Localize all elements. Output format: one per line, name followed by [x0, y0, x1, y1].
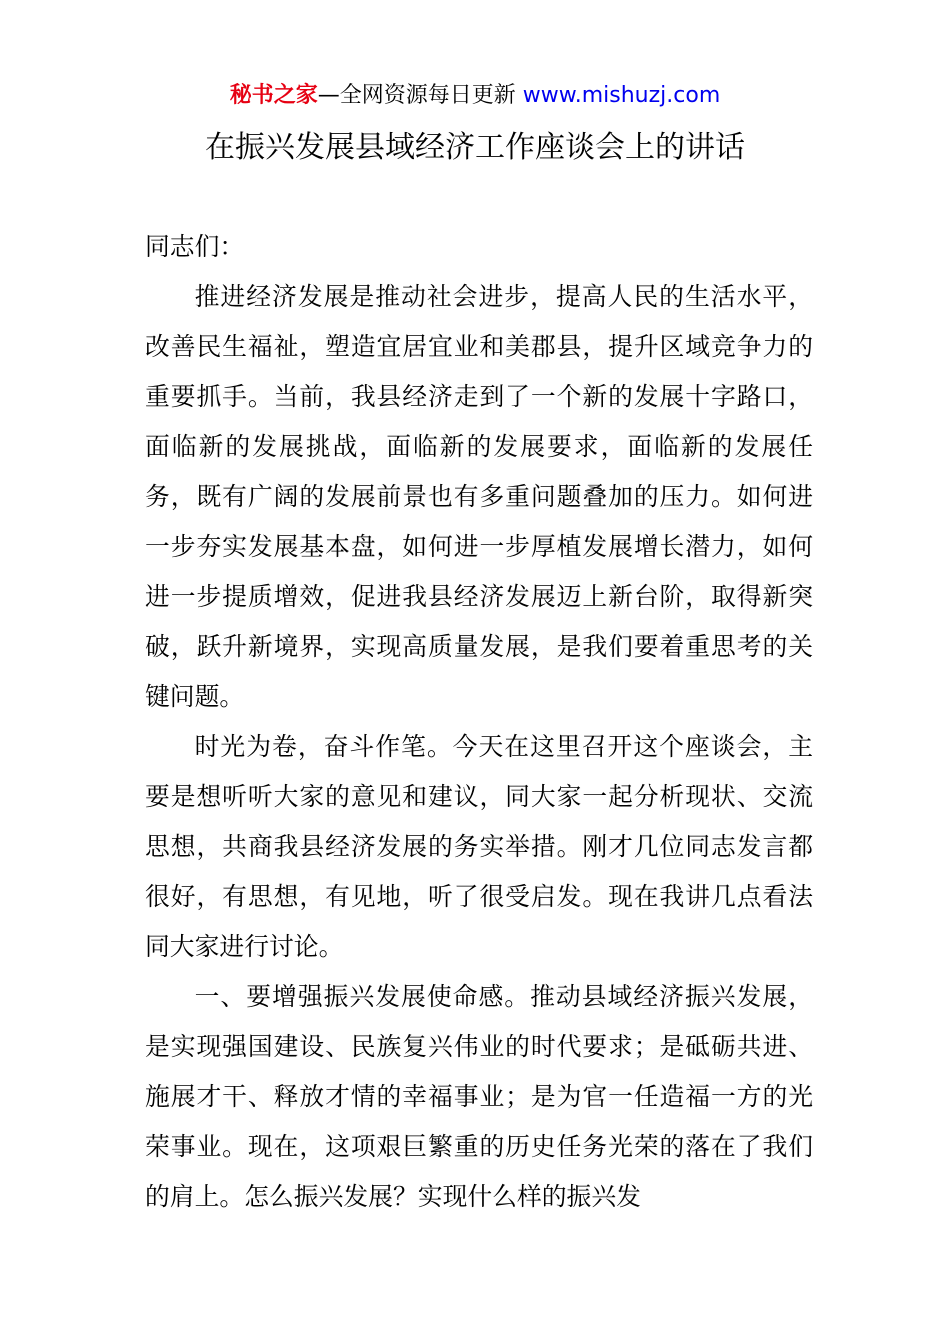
site-tagline: —全网资源每日更新 [317, 83, 516, 108]
document-title: 在振兴发展县域经济工作座谈会上的讲话 [205, 130, 745, 165]
site-header [0, 80, 950, 112]
site-brand: 秘书之家 [229, 83, 318, 108]
salutation: 同志们： [145, 232, 245, 261]
site-url-link[interactable]: www.mishuzj.com [522, 83, 721, 108]
document-body [145, 222, 813, 1222]
paragraph-3: 一、要增强振兴发展使命感。推动县域经济振兴发展，是实现强国建设、民族复兴伟业的时代要求；是砥砺共进、施展才干、释放才情的幸福事业；是为官一任造福一方的光荣事业。现在，这项艰巨繁重的历史任务光荣的落在了我们的肩上。怎么振兴发展？实现什么样的振兴发 [145, 982, 813, 1211]
paragraph-2: 时光为卷，奋斗作笔。今天在这里召开这个座谈会，主要是想听听大家的意见和建议，同大家一起分析现状、交流思想，共商我县经济发展的务实举措。刚才几位同志发言都很好，有思想，有见地，听了很受启发。现在我讲几点看法同大家进行讨论。 [145, 732, 813, 961]
paragraph-1: 推进经济发展是推动社会进步，提高人民的生活水平，改善民生福祉，塑造宜居宜业和美郡县，提升区域竞争力的重要抓手。当前，我县经济走到了一个新的发展十字路口，面临新的发展挑战，面临新的发展要求，面临新的发展任务，既有广阔的发展前景也有多重问题叠加的压力。如何进一步夯实发展基本盘，如何进一步厚植发展增长潜力，如何进一步提质增效，促进我县经济发展迈上新台阶，取得新突破，跃升新境界，实现高质量发展，是我们要着重思考的关键问题。 [145, 282, 813, 711]
